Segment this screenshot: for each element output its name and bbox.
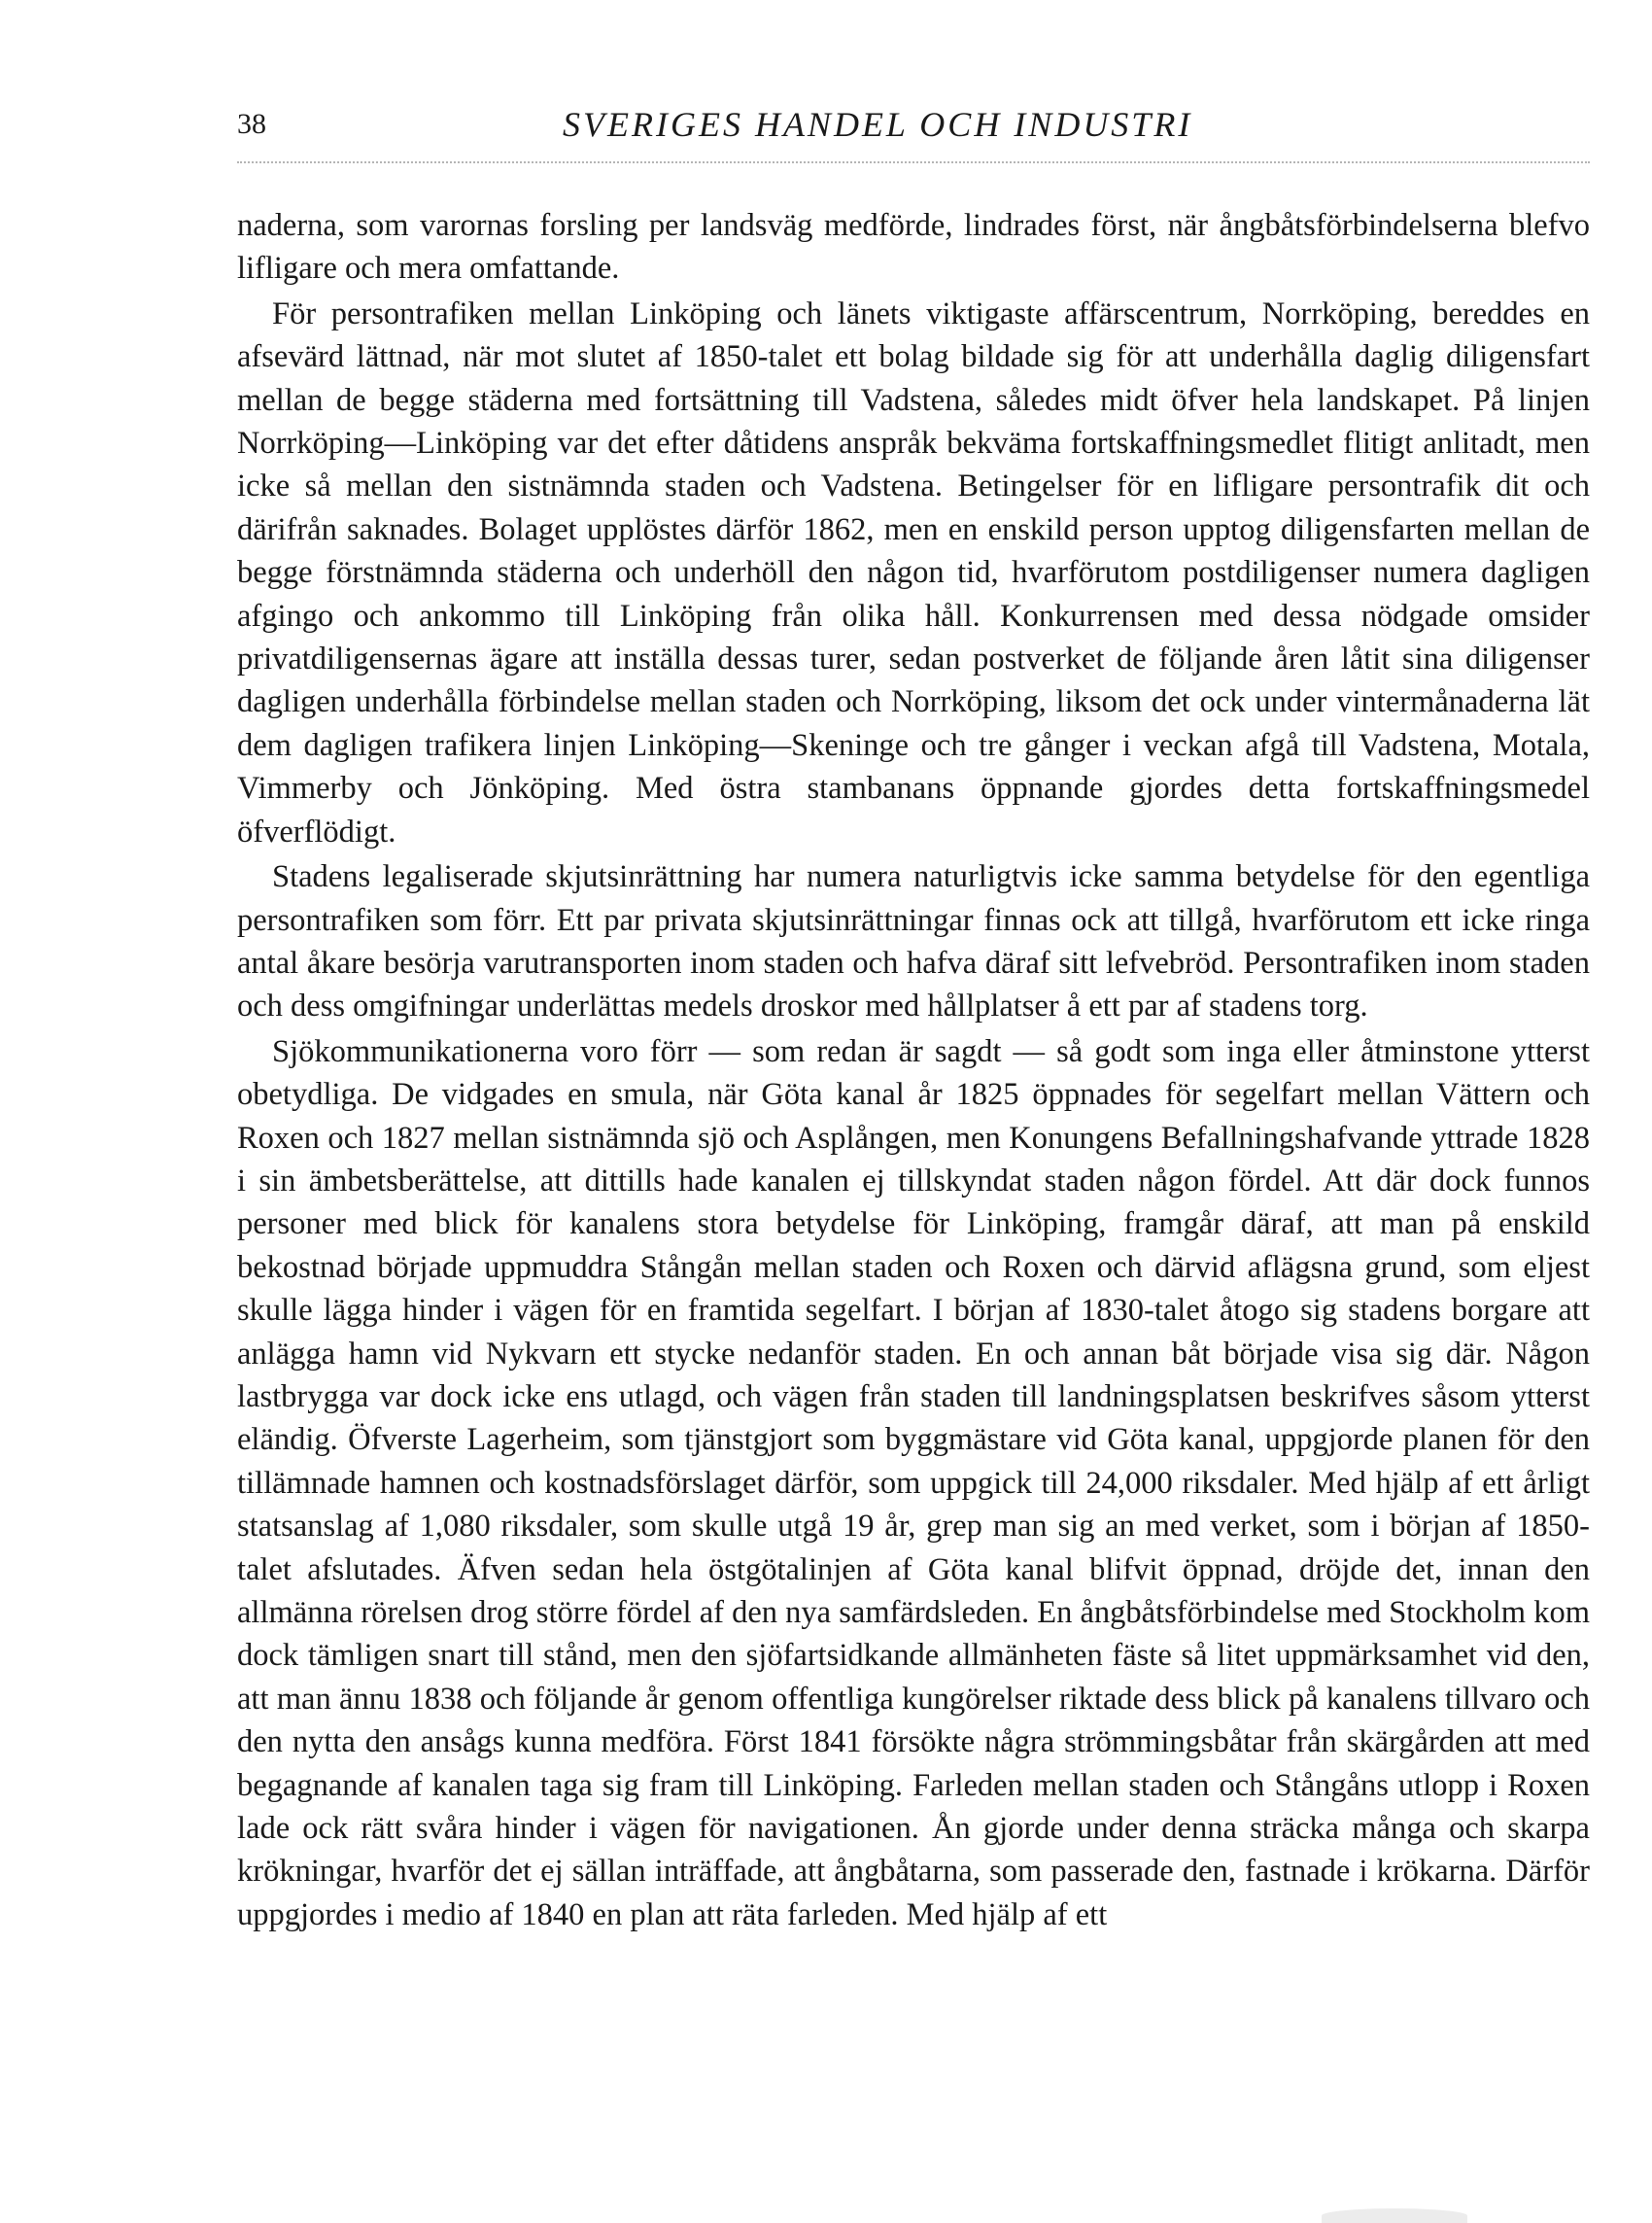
header-rule <box>237 161 1590 163</box>
page-header <box>237 105 1590 152</box>
running-title: SVERIGES HANDEL OCH INDUSTRI <box>563 105 1193 144</box>
paragraph-skjutsinrattning: Stadens legaliserade skjutsinrättning har numera naturligtvis icke samma betydelse för den egentliga persontrafiken som förr. Ett par privata skjutsinrättningar finnas ock att tillgå, hvarförutom ett icke ringa antal åkare besörja varutransporten inom staden och hafva däraf sitt lefvebröd. Persontrafiken inom staden och dess omgifningar underlättas medels droskor med hållplatser å ett par af stadens torg. <box>237 859 1590 1025</box>
body-text <box>237 204 1590 1936</box>
scan-smudge <box>1322 2208 1467 2223</box>
paragraph-persontrafik: För persontrafiken mellan Linköping och länets viktigaste affärscentrum, Norrköping, bereddes en afsevärd lättnad, när mot slutet af 1850-talet ett bolag bildade sig för att underhålla daglig diligensfart mellan de begge städerna med fortsättning till Vadstena, således midt öfver hela landskapet. På linjen Norrköping—Linköping var det efter dåtidens anspråk bekväma fortskaffningsmedlet flitigt anlitadt, men icke så mellan den sistnämnda staden och Vadstena. Betingelser för en lifligare persontrafik dit och därifrån saknades. Bolaget upplöstes därför 1862, men en enskild person upptog diligensfarten mellan de begge förstnämnda städerna och underhöll den någon tid, hvarförutom postdiligenser numera dagligen afgingo och ankommo till Linköping från olika håll. Konkurrensen med dessa nödgade omsider privatdiligensernas ägare att inställa dessas turer, sedan postverket de följande åren låtit sina diligenser dagligen underhålla förbindelse mellan staden och Norrköping, liksom det ock under vintermånaderna lät dem dagligen trafikera linjen Linköping—Skeninge och tre gånger i veckan afgå till Vadstena, Motala, Vimmerby och Jönköping. Med östra stambanans öppnande gjordes detta fortskaffningsmedel öfverflödigt. <box>237 295 1590 850</box>
page-number: 38 <box>237 108 266 140</box>
paragraph-sjokommunikationer: Sjökommunikationerna voro förr — som redan är sagdt — så godt som inga eller åtminstone ytterst obetydliga. De vidgades en smula, när Göta kanal år 1825 öppnades för segelfart mellan Vättern och Roxen och 1827 mellan sistnämnda sjö och Asplången, men Konungens Befallningshafvande yttrade 1828 i sin ämbetsberättelse, att dittills hade kanalen ej tillskyndat staden någon fördel. Att där dock funnos personer med blick för kanalens stora betydelse för Linköping, framgår däraf, att man på enskild bekostnad började uppmuddra Stångån mellan staden och Roxen och därvid aflägsna grund, som eljest skulle lägga hinder i vägen för en framtida segelfart. I början af 1830-talet åtogo sig stadens borgare att anlägga hamn vid Nykvarn ett stycke nedanför staden. En och annan båt började visa sig där. Någon lastbrygga var dock icke ens utlagd, och vägen från staden till landningsplatsen beskrifves såsom ytterst eländig. Öfverste Lagerheim, som tjänstgjort som byggmästare vid Göta kanal, uppgjorde planen för den tillämnade hamnen och kostnadsförslaget därför, som uppgick till 24,000 riksdaler. Med hjälp af ett årligt statsanslag af 1,080 riksdaler, som skulle utgå 19 år, grep man sig an med verket, som i början af 1850-talet afslutades. Äfven sedan hela östgötalinjen af Göta kanal blifvit öppnad, dröjde det, innan den allmänna rörelsen drog större fördel af den nya samfärdsleden. En ångbåtsförbindelse med Stockholm kom dock tämligen snart till stånd, men den sjöfartsidkande allmänheten fäste så litet uppmärksamhet vid den, att man ännu 1838 och följande år genom offentliga kungörelser riktade dess blick på kanalens tillvaro och den nytta den ansågs kunna medföra. Först 1841 försökte några strömmingsbåtar från skärgården att med begagnande af kanalen taga sig fram till Linköping. Farleden mellan staden och Stångåns utlopp i Roxen lade ock rätt svåra hinder i vägen för navigationen. Ån gjorde under denna sträcka många och skarpa krökningar, hvarför det ej sällan inträffade, att ångbåtarna, som passerade den, fastnade i krökarna. Därför uppgjordes i medio af 1840 en plan att räta farleden. Med hjälp af ett <box>237 1033 1590 1932</box>
paragraph-continuation: naderna, som varornas forsling per landsväg medförde, lindrades först, när ångbåtsförbindelserna blefvo lifligare och mera omfattande. <box>237 208 1590 287</box>
